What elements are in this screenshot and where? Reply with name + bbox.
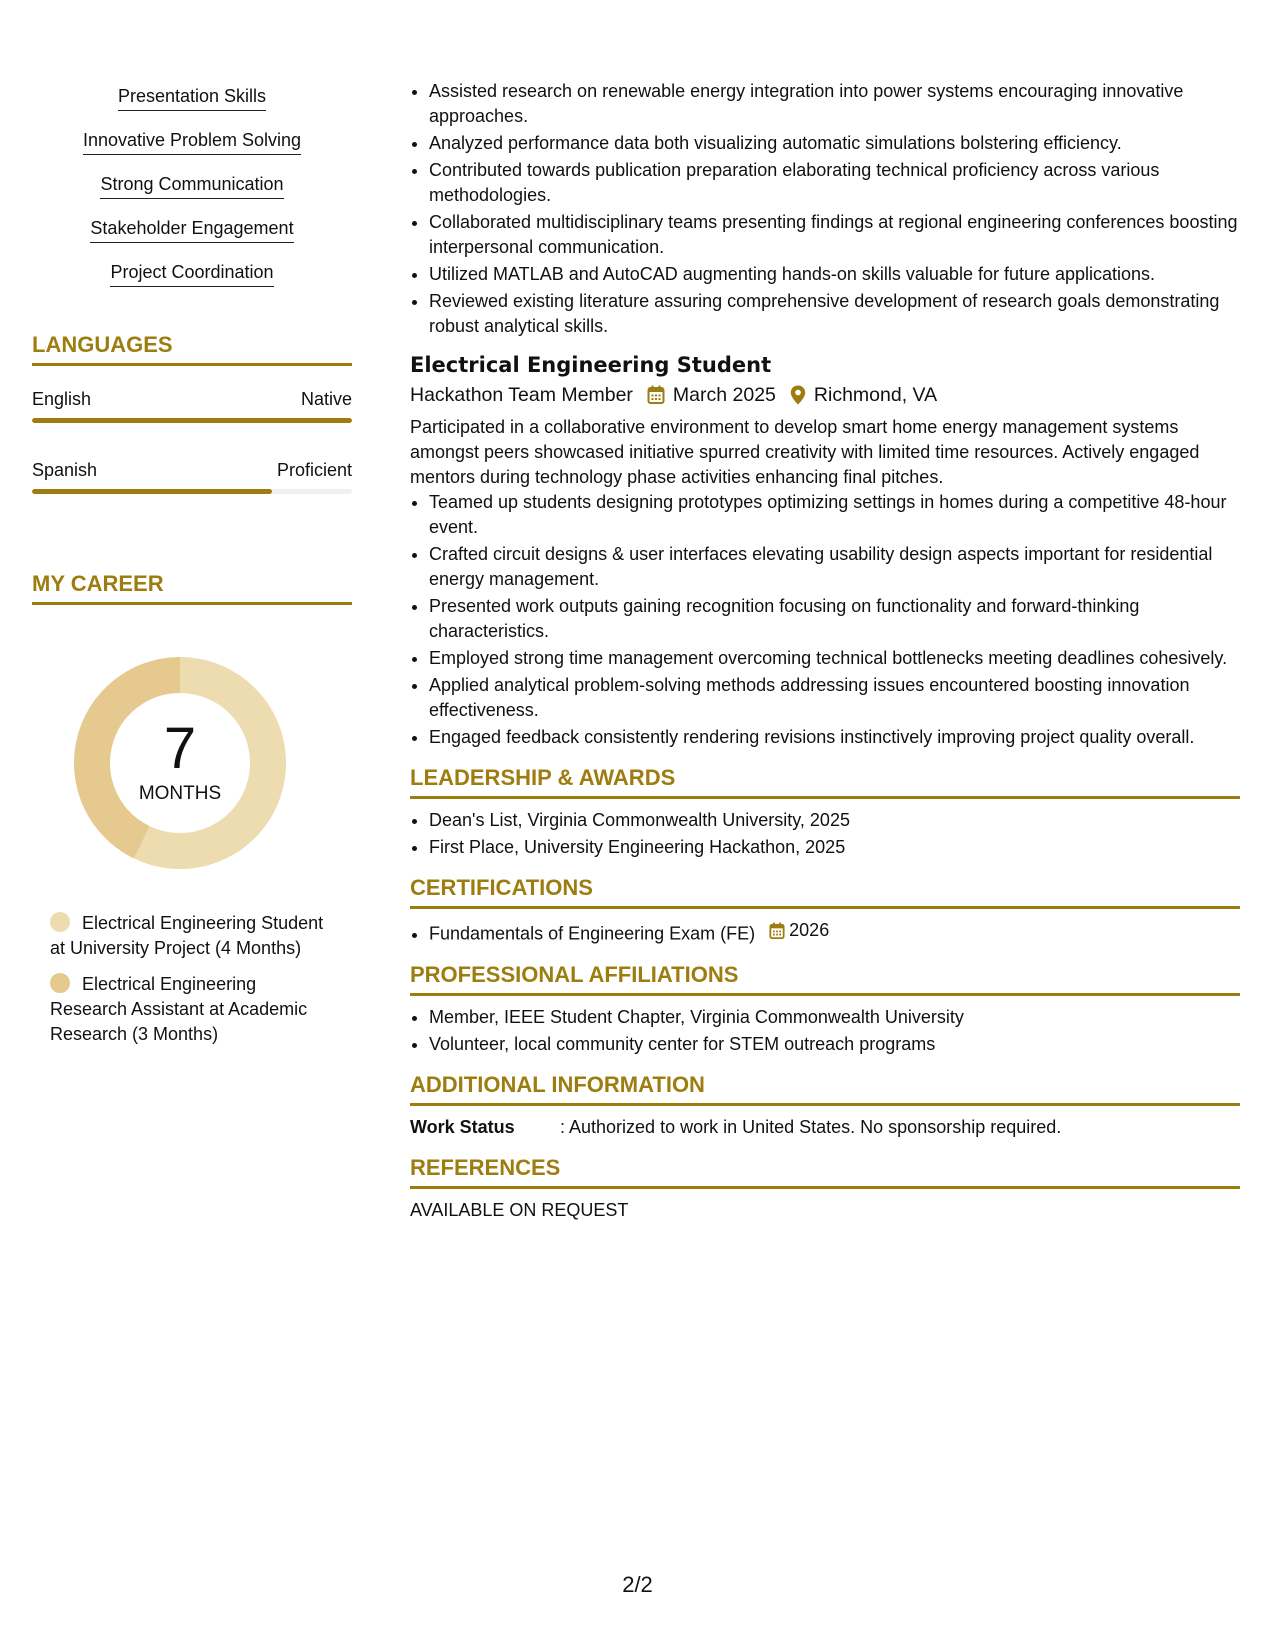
job-title: Electrical Engineering Student (410, 353, 772, 377)
language-bar-track (32, 489, 352, 494)
list-item: • Assisted research on renewable energy integration into power systems encouraging innovative approaches. (429, 79, 1240, 129)
skill-label: Stakeholder Engagement (90, 216, 293, 243)
language-name: English (32, 389, 92, 409)
page-number: 2/2 (622, 1572, 653, 1597)
references-section (410, 1154, 1240, 1223)
legend-swatch (50, 973, 70, 993)
legend-label: Electrical Engineering Student at University Project (4 Months) (50, 913, 324, 958)
career-donut-chart (66, 649, 294, 877)
skill-label: Strong Communication (100, 172, 283, 199)
leadership-section (410, 764, 1240, 860)
references-text: AVAILABLE ON REQUEST (410, 1199, 629, 1220)
previous-job-bullets (410, 79, 1240, 339)
language-level: Proficient (276, 460, 352, 480)
language-name: Spanish (32, 460, 98, 480)
job-description: Participated in a collaborative environment to develop smart home energy management systems amongst peers showcased initiative spurred creativity with limited time resources. Actively engaged mentors during technology phase activities enhancing final pitches. (410, 417, 1200, 487)
skill-label: Innovative Problem Solving (83, 128, 301, 155)
job-meta (410, 381, 1240, 409)
career-total-months: 7 (163, 716, 197, 781)
left-column (32, 84, 352, 1058)
legend-item (50, 972, 335, 1047)
legend-swatch (50, 912, 70, 932)
list-item (429, 918, 1240, 947)
language-bar-fill (32, 418, 352, 423)
job-bullets (410, 490, 1240, 750)
list-item: • Teamed up students designing prototypes optimizing settings in homes during a competitive 48-hour event. (429, 490, 1240, 540)
job-role: Hackathon Team Member (410, 384, 633, 406)
certifications-heading: CERTIFICATIONS (410, 874, 1240, 909)
certification-date: 2026 (789, 920, 830, 940)
map-pin-icon (790, 385, 806, 405)
skill-item (32, 260, 352, 287)
language-level: Native (300, 389, 352, 409)
right-column (410, 79, 1240, 1223)
language-bar-fill (32, 489, 272, 494)
list-item: • Analyzed performance data both visualizing automatic simulations bolstering efficiency. (429, 131, 1240, 156)
list-item: • First Place, University Engineering Hackathon, 2025 (429, 835, 1240, 860)
list-item: • Collaborated multidisciplinary teams presenting findings at regional engineering conferences boosting interpersonal communication. (429, 210, 1240, 260)
work-status-row (410, 1115, 1240, 1140)
career-total-unit: MONTHS (138, 783, 222, 804)
work-status-value: : Authorized to work in United States. No sponsorship required. (560, 1116, 1062, 1137)
list-item: • Crafted circuit designs & user interfaces elevating usability design aspects important for residential energy management. (429, 542, 1240, 592)
career-legend (50, 911, 335, 1047)
leadership-heading: LEADERSHIP & AWARDS (410, 764, 1240, 799)
career-heading: MY CAREER (32, 570, 352, 605)
skill-item (32, 84, 352, 111)
list-item: • Employed strong time management overcoming technical bottlenecks meeting deadlines cohesively. (429, 646, 1240, 671)
references-heading: REFERENCES (410, 1154, 1240, 1189)
list-item: • Reviewed existing literature assuring comprehensive development of research goals demonstrating robust analytical skills. (429, 289, 1240, 339)
list-item: • Dean's List, Virginia Commonwealth University, 2025 (429, 808, 1240, 833)
list-item: • Member, IEEE Student Chapter, Virginia Commonwealth University (429, 1005, 1240, 1030)
work-status-label: Work Status (410, 1116, 515, 1137)
skill-label: Project Coordination (110, 260, 273, 287)
list-item: • Engaged feedback consistently rendering revisions instinctively improving project quality overall. (429, 725, 1240, 750)
affiliations-heading: PROFESSIONAL AFFILIATIONS (410, 961, 1240, 996)
legend-item (50, 911, 335, 961)
additional-info-heading: ADDITIONAL INFORMATION (410, 1071, 1240, 1106)
skill-item (32, 172, 352, 199)
job-location: Richmond, VA (813, 384, 938, 406)
skill-item (32, 128, 352, 155)
language-spanish (32, 459, 352, 494)
list-item: • Applied analytical problem-solving methods addressing issues encountered boosting innovation effectiveness. (429, 673, 1240, 723)
skill-item (32, 216, 352, 243)
affiliations-section (410, 961, 1240, 1057)
job-entry (410, 351, 1240, 750)
languages-heading: LANGUAGES (32, 331, 352, 366)
certifications-section (410, 874, 1240, 947)
calendar-icon (647, 385, 665, 405)
additional-info-section (410, 1071, 1240, 1140)
language-english (32, 388, 352, 423)
language-bar-track (32, 418, 352, 423)
skills-list (32, 84, 352, 287)
list-item: • Presented work outputs gaining recognition focusing on functionality and forward-thinking characteristics. (429, 594, 1240, 644)
legend-label: Electrical Engineering Research Assistant at Academic Research (3 Months) (50, 974, 308, 1044)
list-item: • Volunteer, local community center for STEM outreach programs (429, 1032, 1240, 1057)
list-item: • Utilized MATLAB and AutoCAD augmenting hands-on skills valuable for future applications. (429, 262, 1240, 287)
job-date: March 2025 (672, 384, 776, 406)
certification-name: Fundamentals of Engineering Exam (FE) (429, 923, 756, 944)
skill-label: Presentation Skills (118, 84, 266, 111)
list-item: • Contributed towards publication preparation elaborating technical proficiency across various methodologies. (429, 158, 1240, 208)
calendar-icon (769, 922, 785, 940)
